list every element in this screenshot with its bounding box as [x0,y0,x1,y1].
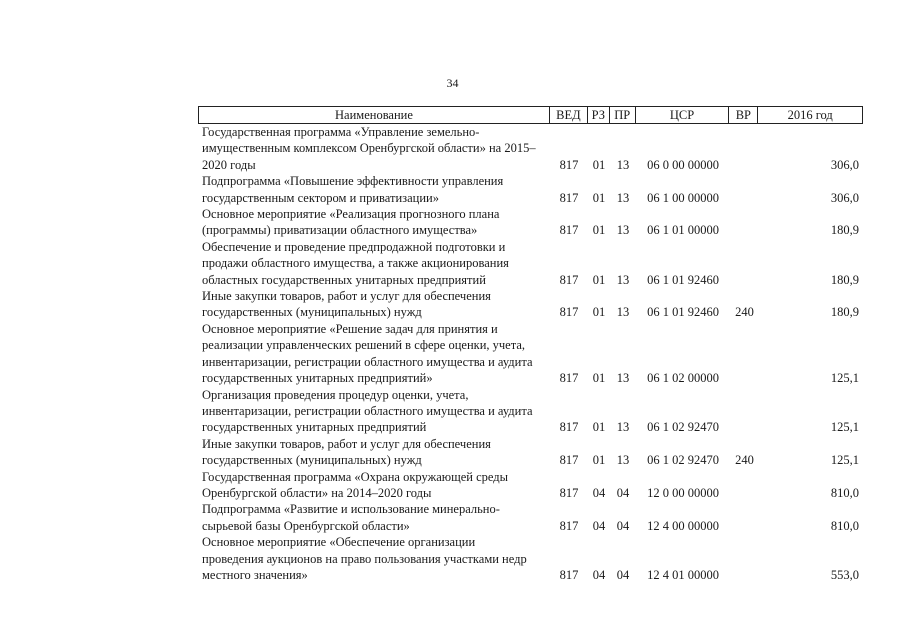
row-pr: 13 [616,371,630,386]
row-rz: 01 [592,453,606,468]
row-vr: 240 [735,305,754,320]
table-row [198,173,863,206]
row-rz: 01 [592,305,606,320]
table-row [198,288,863,321]
row-ved: 817 [559,305,579,320]
row-csr: 06 1 02 92470 [647,420,719,435]
row-rz: 04 [592,518,606,533]
row-rz: 01 [592,223,606,238]
row-pr: 04 [616,485,630,500]
row-csr: 06 1 02 92470 [647,453,719,468]
row-name: Обеспечение и проведение предпродажной подготовки и продажи областного имущества, а также акционирования областных государственных унитарных предприятий [202,239,509,287]
row-rz: 01 [592,272,606,287]
row-rz: 04 [592,567,606,582]
row-ved: 817 [559,420,579,435]
row-pr: 13 [616,305,630,320]
row-amount: 180,9 [830,305,859,320]
row-pr: 13 [616,157,630,172]
row-pr: 04 [616,518,630,533]
row-rz: 01 [592,190,606,205]
table-row [198,239,863,288]
row-name: Подпрограмма «Развитие и использование минерально- сырьевой базы Оренбургской области» [202,502,500,533]
row-name: Государственная программа «Охрана окружающей среды Оренбургской области» на 2014–2020 годы [202,469,509,500]
row-name: Подпрограмма «Повышение эффективности управления государственным сектором и приватизации» [202,174,504,205]
header-name: Наименование [199,107,550,123]
row-ved: 817 [559,518,579,533]
row-vr [730,206,759,239]
table-row [198,501,863,534]
row-name: Основное мероприятие «Реализация прогнозного плана (программы) приватизации областного имущества» [202,207,500,238]
row-vr [730,469,759,502]
row-csr: 06 1 00 00000 [647,190,719,205]
row-vr [730,534,759,583]
row-csr: 12 4 00 00000 [647,518,719,533]
row-name: Основное мероприятие «Обеспечение организации проведения аукционов на право пользования участками недр местного значения» [202,535,527,582]
row-amount: 306,0 [830,190,859,205]
row-vr: 240 [735,453,754,468]
row-rz: 04 [592,485,606,500]
row-pr: 13 [616,223,630,238]
row-csr: 12 0 00 00000 [647,485,719,500]
row-name: Организация проведения процедур оценки, учета, инвентаризации, регистрации областного имущества и аудита государственных унитарных предприятий [202,387,533,435]
row-rz: 01 [592,420,606,435]
row-name: Государственная программа «Управление земельно- имущественным комплексом Оренбургской области» на 2015– 2020 годы [202,125,536,172]
row-amount: 810,0 [830,485,859,500]
row-csr: 06 0 00 00000 [647,157,719,172]
row-pr: 13 [616,272,630,287]
row-amount: 125,1 [830,453,859,468]
row-csr: 06 1 01 00000 [647,223,719,238]
row-vr [730,501,759,534]
row-csr: 06 1 01 92460 [647,305,719,320]
page-number: 34 [446,76,459,90]
table-row [198,469,863,502]
row-ved: 817 [559,157,579,172]
table-row [198,124,863,173]
row-vr [730,124,759,173]
row-ved: 817 [559,272,579,287]
row-vr [730,239,759,288]
table-row [198,206,863,239]
row-ved: 817 [559,567,579,582]
row-ved: 817 [559,485,579,500]
row-rz: 01 [592,371,606,386]
row-ved: 817 [559,453,579,468]
header-year: 2016 год [787,108,833,122]
header-ved: ВЕД [550,107,588,123]
header-pr: ПР [610,107,636,123]
row-name: Основное мероприятие «Решение задач для принятия и реализации управленческих решений в сфере оценки, учета, инвентаризации, регистрации областного имущества и аудита государственных унитарных предприятий» [202,321,533,386]
row-csr: 06 1 01 92460 [647,272,719,287]
row-vr [730,173,759,206]
header-rz: РЗ [588,107,610,123]
budget-table [198,106,863,583]
row-pr: 04 [616,567,630,582]
table-row [198,534,863,583]
header-csr: ЦСР [636,107,730,123]
row-amount: 810,0 [830,518,859,533]
table-header [198,106,863,124]
row-amount: 180,9 [830,223,859,238]
row-pr: 13 [616,453,630,468]
row-ved: 817 [559,190,579,205]
row-amount: 125,1 [830,420,859,435]
row-vr [730,387,759,436]
row-csr: 06 1 02 00000 [647,371,719,386]
row-ved: 817 [559,223,579,238]
row-name: Иные закупки товаров, работ и услуг для обеспечения государственных (муниципальных) нужд [202,436,491,468]
row-name: Иные закупки товаров, работ и услуг для обеспечения государственных (муниципальных) нужд [202,289,491,320]
row-amount: 180,9 [830,272,859,287]
row-csr: 12 4 01 00000 [647,567,719,582]
row-vr [730,321,759,387]
row-pr: 13 [616,420,630,435]
row-amount: 125,1 [830,371,859,386]
row-ved: 817 [559,371,579,386]
row-amount: 306,0 [830,157,859,172]
row-rz: 01 [592,157,606,172]
table-row [198,321,863,387]
table-row [198,436,863,469]
table-row [198,387,863,436]
row-amount: 553,0 [830,567,859,582]
row-pr: 13 [616,190,630,205]
header-vr: ВР [729,107,758,123]
